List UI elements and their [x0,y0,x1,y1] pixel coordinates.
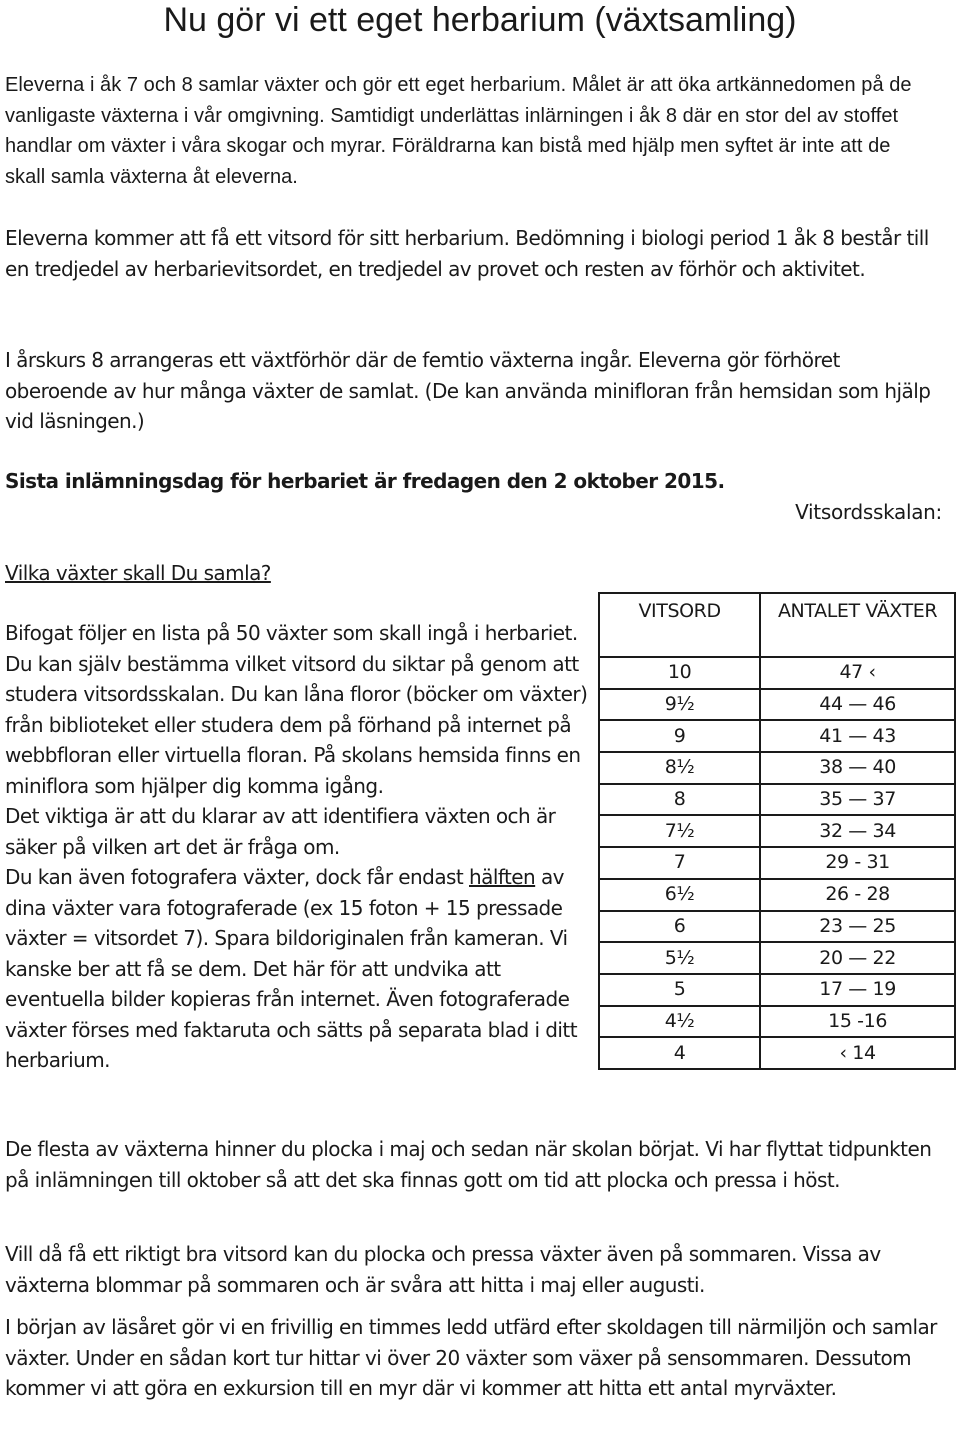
grade-cell: 6½ [599,879,760,911]
intro-paragraph: Eleverna i åk 7 och 8 samlar växter och gör ett eget herbarium. Målet är att öka artkännedomen på de vanligaste växterna i vår omgivning. Samtidigt underlättas inlärningen i åk 8 där en stor del av stoffet handlar om växter i våra skogar och myrar. Föräldrarna kan bistå med hjälp men syftet är inte att de skall samla växterna åt eleverna. [5,74,912,188]
grade-cell: 7½ [599,815,760,847]
which-plants-identify: Det viktiga är att du klarar av att identifiera växten och är säker på vilken art det är fråga om. [5,804,556,859]
timing-paragraph: De flesta av växterna hinner du plocka i maj och sedan när skolan börjat. Vi har flyttat tidpunkten på inlämningen till oktober så att det ska finnas gott om tid att plocka och pressa i höst. [5,1137,932,1192]
grade-cell: 4½ [599,1006,760,1038]
plant-count-cell: 44 — 46 [760,689,955,721]
grade-cell: 6 [599,911,760,943]
plant-count-cell: 47 ‹ [760,657,955,689]
plant-count-cell: 38 — 40 [760,752,955,784]
excursion-paragraph: I början av läsåret gör vi en frivillig en timmes ledd utfärd efter skoldagen till närmiljön och samlar växter. Under en sådan kort tur hittar vi över 20 växter som växer på sensommaren. Dessutom kommer vi att göra en exkursion till en myr där vi kommer att hitta ett antal myrväxter. [5,1315,937,1400]
grading-scale-row [599,974,955,1006]
grade-cell: 9½ [599,689,760,721]
deadline-paragraph: Sista inlämningsdag för herbariet är fredagen den 2 oktober 2015. [5,469,725,493]
grading-scale-row [599,879,955,911]
grading-scale-row [599,784,955,816]
grading-scale-row [599,1037,955,1069]
grade-cell: 8½ [599,752,760,784]
grade-column-header: VITSORD [599,593,760,657]
grading-scale-heading: Vitsordsskalan: [795,500,942,524]
grading-scale-rows [599,657,955,1069]
plant-count-cell: 32 — 34 [760,815,955,847]
grading-scale-row [599,752,955,784]
plant-count-cell: 17 — 19 [760,974,955,1006]
which-plants-photo-before: Du kan även fotografera växter, dock får endast [5,865,470,889]
summer-paragraph: Vill då få ett riktigt bra vitsord kan du plocka och pressa växter även på sommaren. Vissa av växterna blommar på sommaren och är svåra att hitta i maj eller augusti. [5,1242,881,1297]
plant-count-cell: 23 — 25 [760,911,955,943]
grade-cell: 7 [599,847,760,879]
plant-count-column-header: ANTALET VÄXTER [760,593,955,657]
grading-scale-table [598,592,956,1070]
grading-scale-row [599,815,955,847]
grading-scale-header-row [599,593,955,657]
grading-scale-row [599,1006,955,1038]
grade-cell: 4 [599,1037,760,1069]
which-plants-photo-after: av dina växter vara fotograferade (ex 15 foton + 15 pressade växter = vitsordet 7). Spara bildoriginalen från kameran. Vi kanske ber att få se dem. Det här för att undvika att eventuella bilder kopieras från internet. Även fotograferade växter förses med faktaruta och sätts på separata blad i ditt herbarium. [5,865,578,1072]
which-plants-intro: Bifogat följer en lista på 50 växter som skall ingå i herbariet. Du kan själv bestämma vilket vitsord du siktar på genom att studera vitsordsskalan. Du kan låna floror (böcker om växter) från biblioteket eller studera dem på förhand på internet på webbfloran eller virtuella floran. På skolans hemsida finns en miniflora som hjälper dig komma igång. [5,621,588,798]
which-plants-photo-half: hälften [469,865,536,889]
grade-cell: 5½ [599,942,760,974]
grading-scale-row [599,720,955,752]
grade-cell: 10 [599,657,760,689]
grading-scale-row [599,657,955,689]
plant-count-cell: ‹ 14 [760,1037,955,1069]
plant-count-cell: 20 — 22 [760,942,955,974]
grade-cell: 8 [599,784,760,816]
which-plants-heading: Vilka växter skall Du samla? [5,561,271,585]
plant-quiz-paragraph: I årskurs 8 arrangeras ett växtförhör där de femtio växterna ingår. Eleverna gör förhöret oberoende av hur många växter de samlat. (De kan använda minifloran från hemsidan som hjälp vid läsningen.) [5,348,931,433]
plant-count-cell: 35 — 37 [760,784,955,816]
grading-scale-row [599,942,955,974]
which-plants-body [5,618,588,1076]
grading-scale-row [599,847,955,879]
grade-cell: 9 [599,720,760,752]
plant-count-cell: 41 — 43 [760,720,955,752]
page-title: Nu gör vi ett eget herbarium (växtsamling) [163,1,797,39]
grading-scale-row [599,911,955,943]
grade-cell: 5 [599,974,760,1006]
grading-paragraph: Eleverna kommer att få ett vitsord för sitt herbarium. Bedömning i biologi period 1 åk 8 består till en tredjedel av herbarievitsordet, en tredjedel av provet och resten av förhör och aktivitet. [5,226,929,281]
plant-count-cell: 26 - 28 [760,879,955,911]
grading-scale-row [599,689,955,721]
plant-count-cell: 29 - 31 [760,847,955,879]
plant-count-cell: 15 -16 [760,1006,955,1038]
